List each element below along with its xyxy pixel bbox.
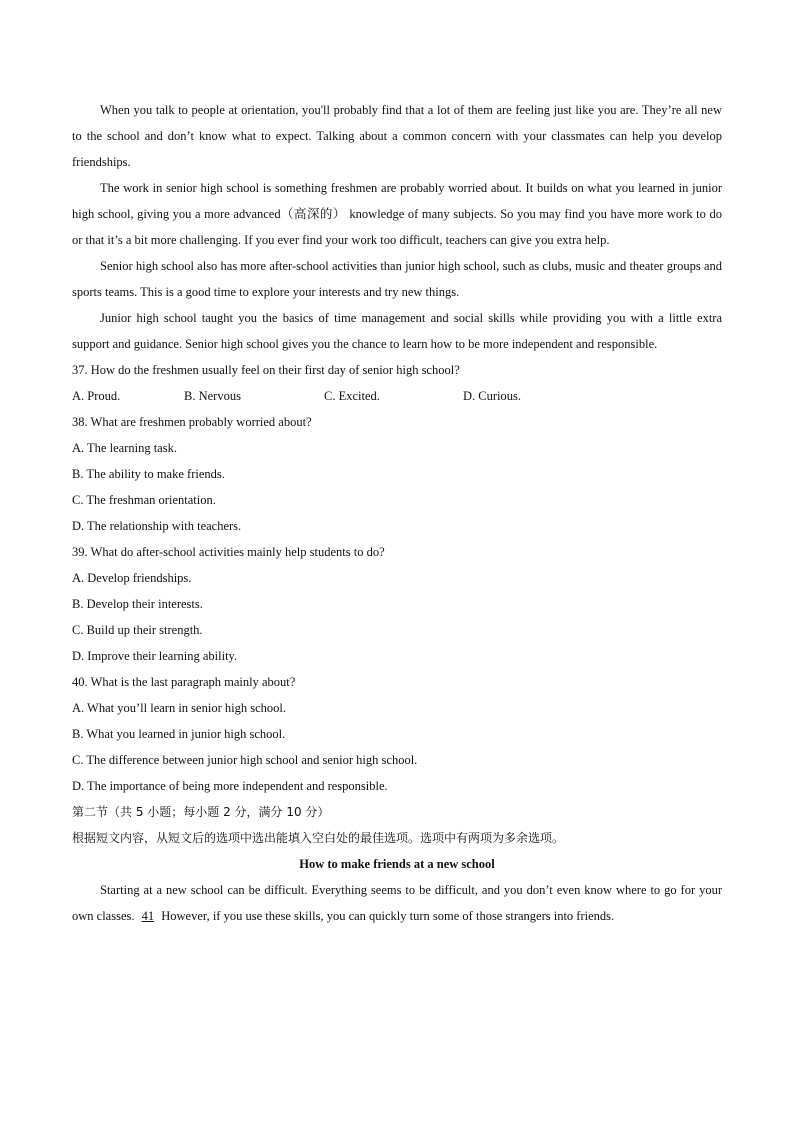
passage-paragraph-4: Junior high school taught you the basics of time management and social skills while providing you with a little extra support and guidance. Senior high school gives you the chance to learn how to be more independent and responsible. bbox=[72, 311, 722, 351]
section-instruction: 根据短文内容，从短文后的选项中选出能填入空白处的最佳选项。选项中有两项为多余选项。 bbox=[72, 831, 565, 845]
option-d: D. Improve their learning ability. bbox=[72, 649, 238, 663]
question-stem: 40. What is the last paragraph mainly about? bbox=[72, 675, 296, 689]
option-a: A. Develop friendships. bbox=[72, 571, 192, 585]
paragraph-text-after-blank: However, if you use these skills, you can quickly turn some of those strangers into friends. bbox=[161, 909, 615, 923]
option-d: D. The relationship with teachers. bbox=[72, 519, 242, 533]
question-stem: 39. What do after-school activities mainly help students to do? bbox=[72, 545, 385, 559]
option-d: D. Curious. bbox=[463, 389, 521, 403]
option-a: A. The learning task. bbox=[72, 441, 177, 455]
passage-paragraph-1: When you talk to people at orientation, you'll probably find that a lot of them are feeling just like you are. They’re all new to the school and don’t know what to expect. Talking about a common concern with your classmates can help you develop friendships. bbox=[72, 103, 722, 169]
document-content bbox=[72, 97, 722, 929]
option-a: A. What you’ll learn in senior high school. bbox=[72, 701, 286, 715]
paragraph-text-before-blank: Starting at a new school can be difficult. Everything seems to be difficult, and you don’t even know where to go for your own classes. bbox=[72, 883, 722, 923]
option-b: B. The ability to make friends. bbox=[72, 467, 225, 481]
passage-paragraph-2: The work in senior high school is something freshmen are probably worried about. It builds on what you learned in junior high school, giving you a more advanced（高深的） knowledge of many subjects. So you may find you have more work to do or that it’s a bit more challenging. If you ever find your work too difficult, teachers can give you extra help. bbox=[72, 181, 722, 247]
option-b: B. Nervous bbox=[184, 389, 241, 403]
question-stem: 38. What are freshmen probably worried about? bbox=[72, 415, 312, 429]
passage-title: How to make friends at a new school bbox=[299, 857, 495, 871]
option-c: C. Excited. bbox=[324, 389, 380, 403]
option-a: A. Proud. bbox=[72, 389, 121, 403]
question-stem: 37. How do the freshmen usually feel on their first day of senior high school? bbox=[72, 363, 460, 377]
question-40 bbox=[72, 669, 722, 799]
option-b: B. What you learned in junior high school. bbox=[72, 727, 286, 741]
option-b: B. Develop their interests. bbox=[72, 597, 203, 611]
options-row bbox=[72, 383, 722, 409]
blank-41: 41 bbox=[141, 909, 155, 923]
option-c: C. Build up their strength. bbox=[72, 623, 203, 637]
option-c: C. The freshman orientation. bbox=[72, 493, 216, 507]
section-heading: 第二节（共 5 小题；每小题 2 分，满分 10 分） bbox=[72, 805, 330, 819]
question-39 bbox=[72, 539, 722, 669]
option-d: D. The importance of being more independent and responsible. bbox=[72, 779, 388, 793]
question-38 bbox=[72, 409, 722, 539]
option-c: C. The difference between junior high school and senior high school. bbox=[72, 753, 418, 767]
passage-paragraph-3: Senior high school also has more after-school activities than junior high school, such as clubs, music and theater groups and sports teams. This is a good time to explore your interests and try new things. bbox=[72, 259, 722, 299]
question-37 bbox=[72, 357, 722, 409]
section2-paragraph-1 bbox=[72, 877, 722, 929]
